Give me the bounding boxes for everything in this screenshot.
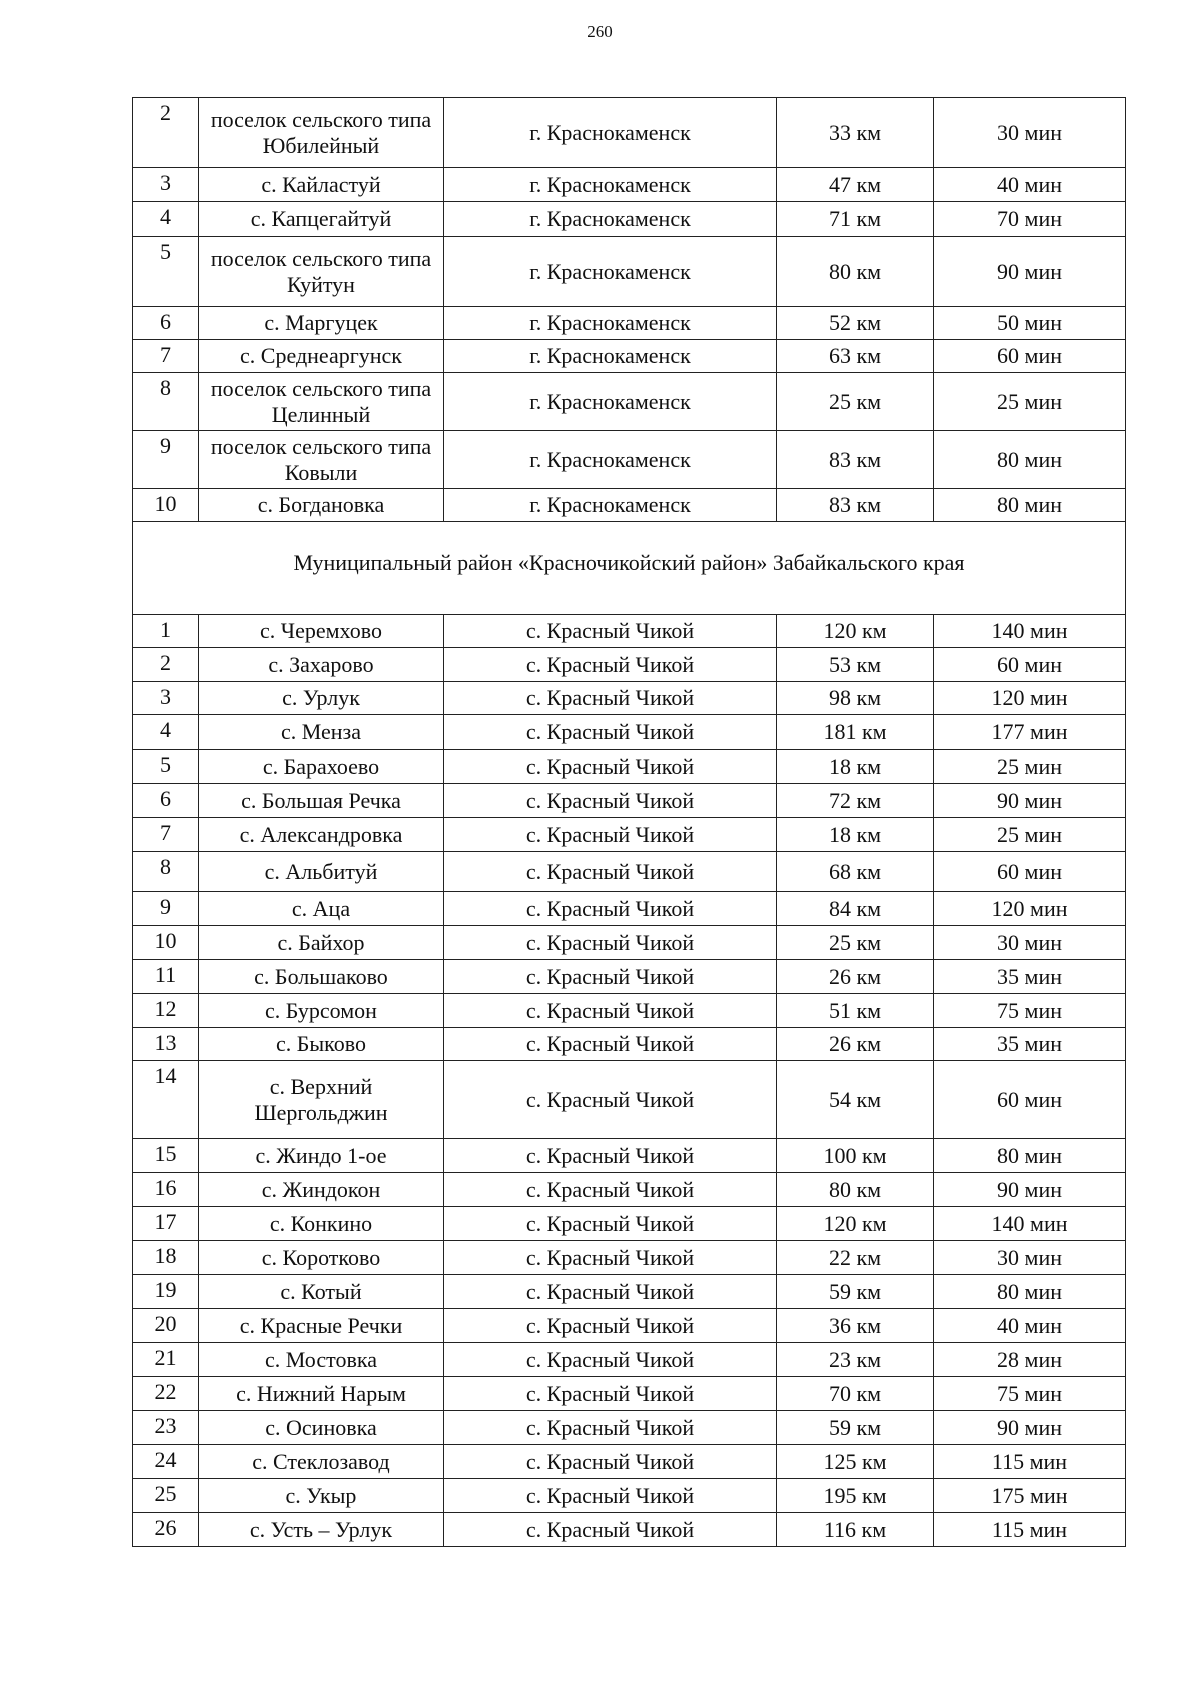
distance-value: 116 км [777, 1513, 934, 1547]
destination-center: с. Красный Чикой [444, 1479, 777, 1513]
table-row [133, 682, 1126, 715]
row-number: 6 [133, 784, 199, 818]
table-row [133, 1411, 1126, 1445]
settlement-name: с. Бурсомон [199, 994, 444, 1028]
table-row [133, 750, 1126, 784]
row-number: 21 [133, 1343, 199, 1377]
row-number: 6 [133, 307, 199, 340]
table-row [133, 1241, 1126, 1275]
settlement-name: с. Жиндо 1-ое [199, 1139, 444, 1173]
destination-center: с. Красный Чикой [444, 892, 777, 926]
travel-time-value: 80 мин [934, 431, 1126, 489]
destination-center: с. Красный Чикой [444, 750, 777, 784]
row-number: 5 [133, 237, 199, 307]
row-number: 3 [133, 168, 199, 202]
settlement-name: поселок сельского типа Куйтун [199, 237, 444, 307]
table-row [133, 168, 1126, 202]
section-heading: Муниципальный район «Красночикойский район» Забайкальского края [133, 522, 1126, 615]
destination-center: г. Краснокаменск [444, 489, 777, 522]
settlement-name: с. Капцегайтуй [199, 202, 444, 237]
table-row [133, 818, 1126, 852]
travel-time-value: 120 мин [934, 682, 1126, 715]
settlement-name: с. Красные Речки [199, 1309, 444, 1343]
distance-value: 80 км [777, 1173, 934, 1207]
travel-time-value: 60 мин [934, 852, 1126, 892]
destination-center: с. Красный Чикой [444, 784, 777, 818]
distance-value: 70 км [777, 1377, 934, 1411]
destination-center: с. Красный Чикой [444, 926, 777, 960]
settlement-name: с. Аца [199, 892, 444, 926]
row-number: 11 [133, 960, 199, 994]
travel-time-value: 90 мин [934, 1173, 1126, 1207]
table-row [133, 1309, 1126, 1343]
travel-time-value: 30 мин [934, 98, 1126, 168]
settlement-name: с. Осиновка [199, 1411, 444, 1445]
destination-center: с. Красный Чикой [444, 682, 777, 715]
distance-value: 120 км [777, 615, 934, 648]
settlement-name: с. Альбитуй [199, 852, 444, 892]
table-row [133, 1479, 1126, 1513]
settlement-name: с. Конкино [199, 1207, 444, 1241]
distance-value: 47 км [777, 168, 934, 202]
travel-time-value: 90 мин [934, 1411, 1126, 1445]
destination-center: с. Красный Чикой [444, 1207, 777, 1241]
destination-center: с. Красный Чикой [444, 1275, 777, 1309]
settlement-name: с. Котый [199, 1275, 444, 1309]
table-row [133, 1173, 1126, 1207]
table-row [133, 648, 1126, 682]
travel-time-value: 80 мин [934, 1275, 1126, 1309]
table-row [133, 960, 1126, 994]
row-number: 9 [133, 431, 199, 489]
travel-time-value: 25 мин [934, 750, 1126, 784]
travel-time-value: 28 мин [934, 1343, 1126, 1377]
table-row [133, 98, 1126, 168]
row-number: 13 [133, 1028, 199, 1061]
table-body [133, 98, 1126, 1547]
distance-value: 120 км [777, 1207, 934, 1241]
row-number: 10 [133, 489, 199, 522]
destination-center: г. Краснокаменск [444, 340, 777, 373]
distance-value: 53 км [777, 648, 934, 682]
distance-value: 84 км [777, 892, 934, 926]
row-number: 5 [133, 750, 199, 784]
destination-center: с. Красный Чикой [444, 1028, 777, 1061]
row-number: 12 [133, 994, 199, 1028]
row-number: 16 [133, 1173, 199, 1207]
destination-center: г. Краснокаменск [444, 237, 777, 307]
settlement-name: с. Александровка [199, 818, 444, 852]
distance-value: 98 км [777, 682, 934, 715]
settlement-name: с. Байхор [199, 926, 444, 960]
row-number: 7 [133, 818, 199, 852]
row-number: 19 [133, 1275, 199, 1309]
settlement-name: с. Кайластуй [199, 168, 444, 202]
row-number: 20 [133, 1309, 199, 1343]
travel-time-value: 35 мин [934, 1028, 1126, 1061]
settlement-name: с. Коротково [199, 1241, 444, 1275]
settlement-name: с. Быково [199, 1028, 444, 1061]
travel-time-value: 60 мин [934, 648, 1126, 682]
row-number: 10 [133, 926, 199, 960]
row-number: 4 [133, 202, 199, 237]
settlement-name: с. Усть – Урлук [199, 1513, 444, 1547]
row-number: 15 [133, 1139, 199, 1173]
settlement-name: с. Маргуцек [199, 307, 444, 340]
settlement-name: с. Укыр [199, 1479, 444, 1513]
table-row [133, 715, 1126, 750]
destination-center: г. Краснокаменск [444, 373, 777, 431]
distance-value: 22 км [777, 1241, 934, 1275]
distance-value: 52 км [777, 307, 934, 340]
distance-value: 72 км [777, 784, 934, 818]
travel-time-value: 40 мин [934, 168, 1126, 202]
distance-value: 26 км [777, 960, 934, 994]
destination-center: г. Краснокаменск [444, 202, 777, 237]
row-number: 8 [133, 852, 199, 892]
travel-time-value: 75 мин [934, 994, 1126, 1028]
row-number: 2 [133, 648, 199, 682]
destination-center: с. Красный Чикой [444, 1445, 777, 1479]
travel-time-value: 30 мин [934, 926, 1126, 960]
destination-center: г. Краснокаменск [444, 98, 777, 168]
distance-value: 18 км [777, 750, 934, 784]
distance-value: 54 км [777, 1061, 934, 1139]
table-row [133, 892, 1126, 926]
settlement-name: с. Жиндокон [199, 1173, 444, 1207]
section-heading-row [133, 522, 1126, 615]
destination-center: с. Красный Чикой [444, 1173, 777, 1207]
destination-center: с. Красный Чикой [444, 960, 777, 994]
travel-time-value: 115 мин [934, 1513, 1126, 1547]
distance-value: 125 км [777, 1445, 934, 1479]
table-row [133, 1445, 1126, 1479]
distance-value: 63 км [777, 340, 934, 373]
table-row [133, 237, 1126, 307]
row-number: 24 [133, 1445, 199, 1479]
distance-value: 83 км [777, 489, 934, 522]
row-number: 1 [133, 615, 199, 648]
settlement-name: с. Большая Речка [199, 784, 444, 818]
settlement-name: поселок сельского типа Целинный [199, 373, 444, 431]
travel-time-value: 50 мин [934, 307, 1126, 340]
travel-time-value: 40 мин [934, 1309, 1126, 1343]
destination-center: с. Красный Чикой [444, 715, 777, 750]
distance-value: 36 км [777, 1309, 934, 1343]
destination-center: с. Красный Чикой [444, 994, 777, 1028]
table-row [133, 926, 1126, 960]
row-number: 4 [133, 715, 199, 750]
distance-value: 18 км [777, 818, 934, 852]
settlement-name: поселок сельского типа Ковыли [199, 431, 444, 489]
destination-center: с. Красный Чикой [444, 1513, 777, 1547]
table-row [133, 852, 1126, 892]
destination-center: с. Красный Чикой [444, 1309, 777, 1343]
settlement-name: с. Мостовка [199, 1343, 444, 1377]
table-row [133, 1343, 1126, 1377]
settlement-name: с. Менза [199, 715, 444, 750]
destination-center: с. Красный Чикой [444, 1061, 777, 1139]
destination-center: с. Красный Чикой [444, 1241, 777, 1275]
travel-time-value: 75 мин [934, 1377, 1126, 1411]
distance-value: 195 км [777, 1479, 934, 1513]
settlement-name: с. Нижний Нарым [199, 1377, 444, 1411]
travel-time-value: 30 мин [934, 1241, 1126, 1275]
travel-time-value: 175 мин [934, 1479, 1126, 1513]
table-row [133, 489, 1126, 522]
distance-value: 59 км [777, 1275, 934, 1309]
settlement-name: с. Верхний Шергольджин [199, 1061, 444, 1139]
distance-value: 23 км [777, 1343, 934, 1377]
row-number: 3 [133, 682, 199, 715]
table-row [133, 202, 1126, 237]
row-number: 26 [133, 1513, 199, 1547]
distance-value: 68 км [777, 852, 934, 892]
travel-time-value: 25 мин [934, 818, 1126, 852]
table-row [133, 1028, 1126, 1061]
distance-value: 51 км [777, 994, 934, 1028]
settlement-name: с. Захарово [199, 648, 444, 682]
travel-time-value: 90 мин [934, 784, 1126, 818]
settlements-table [132, 97, 1126, 1547]
travel-time-value: 80 мин [934, 489, 1126, 522]
table-row [133, 1275, 1126, 1309]
destination-center: с. Красный Чикой [444, 1139, 777, 1173]
table-row [133, 431, 1126, 489]
settlement-name: с. Черемхово [199, 615, 444, 648]
row-number: 2 [133, 98, 199, 168]
travel-time-value: 90 мин [934, 237, 1126, 307]
destination-center: с. Красный Чикой [444, 852, 777, 892]
travel-time-value: 60 мин [934, 340, 1126, 373]
table-row [133, 1139, 1126, 1173]
row-number: 9 [133, 892, 199, 926]
row-number: 8 [133, 373, 199, 431]
travel-time-value: 140 мин [934, 1207, 1126, 1241]
table-row [133, 307, 1126, 340]
distance-value: 71 км [777, 202, 934, 237]
destination-center: с. Красный Чикой [444, 1411, 777, 1445]
table-row [133, 1377, 1126, 1411]
destination-center: г. Краснокаменск [444, 168, 777, 202]
destination-center: с. Красный Чикой [444, 648, 777, 682]
destination-center: с. Красный Чикой [444, 1377, 777, 1411]
travel-time-value: 60 мин [934, 1061, 1126, 1139]
table-row [133, 1513, 1126, 1547]
distance-value: 59 км [777, 1411, 934, 1445]
page-number: 260 [587, 22, 613, 41]
travel-time-value: 120 мин [934, 892, 1126, 926]
row-number: 22 [133, 1377, 199, 1411]
table-row [133, 373, 1126, 431]
distance-value: 181 км [777, 715, 934, 750]
destination-center: с. Красный Чикой [444, 818, 777, 852]
table-row [133, 615, 1126, 648]
row-number: 23 [133, 1411, 199, 1445]
destination-center: с. Красный Чикой [444, 615, 777, 648]
distance-value: 83 км [777, 431, 934, 489]
destination-center: с. Красный Чикой [444, 1343, 777, 1377]
row-number: 25 [133, 1479, 199, 1513]
settlement-name: поселок сельского типа Юбилейный [199, 98, 444, 168]
distance-value: 26 км [777, 1028, 934, 1061]
travel-time-value: 115 мин [934, 1445, 1126, 1479]
row-number: 17 [133, 1207, 199, 1241]
settlement-name: с. Барахоево [199, 750, 444, 784]
row-number: 14 [133, 1061, 199, 1139]
settlement-name: с. Богдановка [199, 489, 444, 522]
settlement-name: с. Стеклозавод [199, 1445, 444, 1479]
distance-value: 80 км [777, 237, 934, 307]
table-row [133, 340, 1126, 373]
settlement-name: с. Урлук [199, 682, 444, 715]
row-number: 7 [133, 340, 199, 373]
travel-time-value: 35 мин [934, 960, 1126, 994]
travel-time-value: 177 мин [934, 715, 1126, 750]
distance-value: 25 км [777, 926, 934, 960]
settlement-name: с. Большаково [199, 960, 444, 994]
distance-value: 100 км [777, 1139, 934, 1173]
table-row [133, 994, 1126, 1028]
distance-value: 33 км [777, 98, 934, 168]
table-row [133, 1061, 1126, 1139]
table-row [133, 1207, 1126, 1241]
travel-time-value: 80 мин [934, 1139, 1126, 1173]
destination-center: г. Краснокаменск [444, 431, 777, 489]
travel-time-value: 140 мин [934, 615, 1126, 648]
travel-time-value: 25 мин [934, 373, 1126, 431]
row-number: 18 [133, 1241, 199, 1275]
table-row [133, 784, 1126, 818]
distance-value: 25 км [777, 373, 934, 431]
travel-time-value: 70 мин [934, 202, 1126, 237]
settlement-name: с. Среднеаргунск [199, 340, 444, 373]
destination-center: г. Краснокаменск [444, 307, 777, 340]
